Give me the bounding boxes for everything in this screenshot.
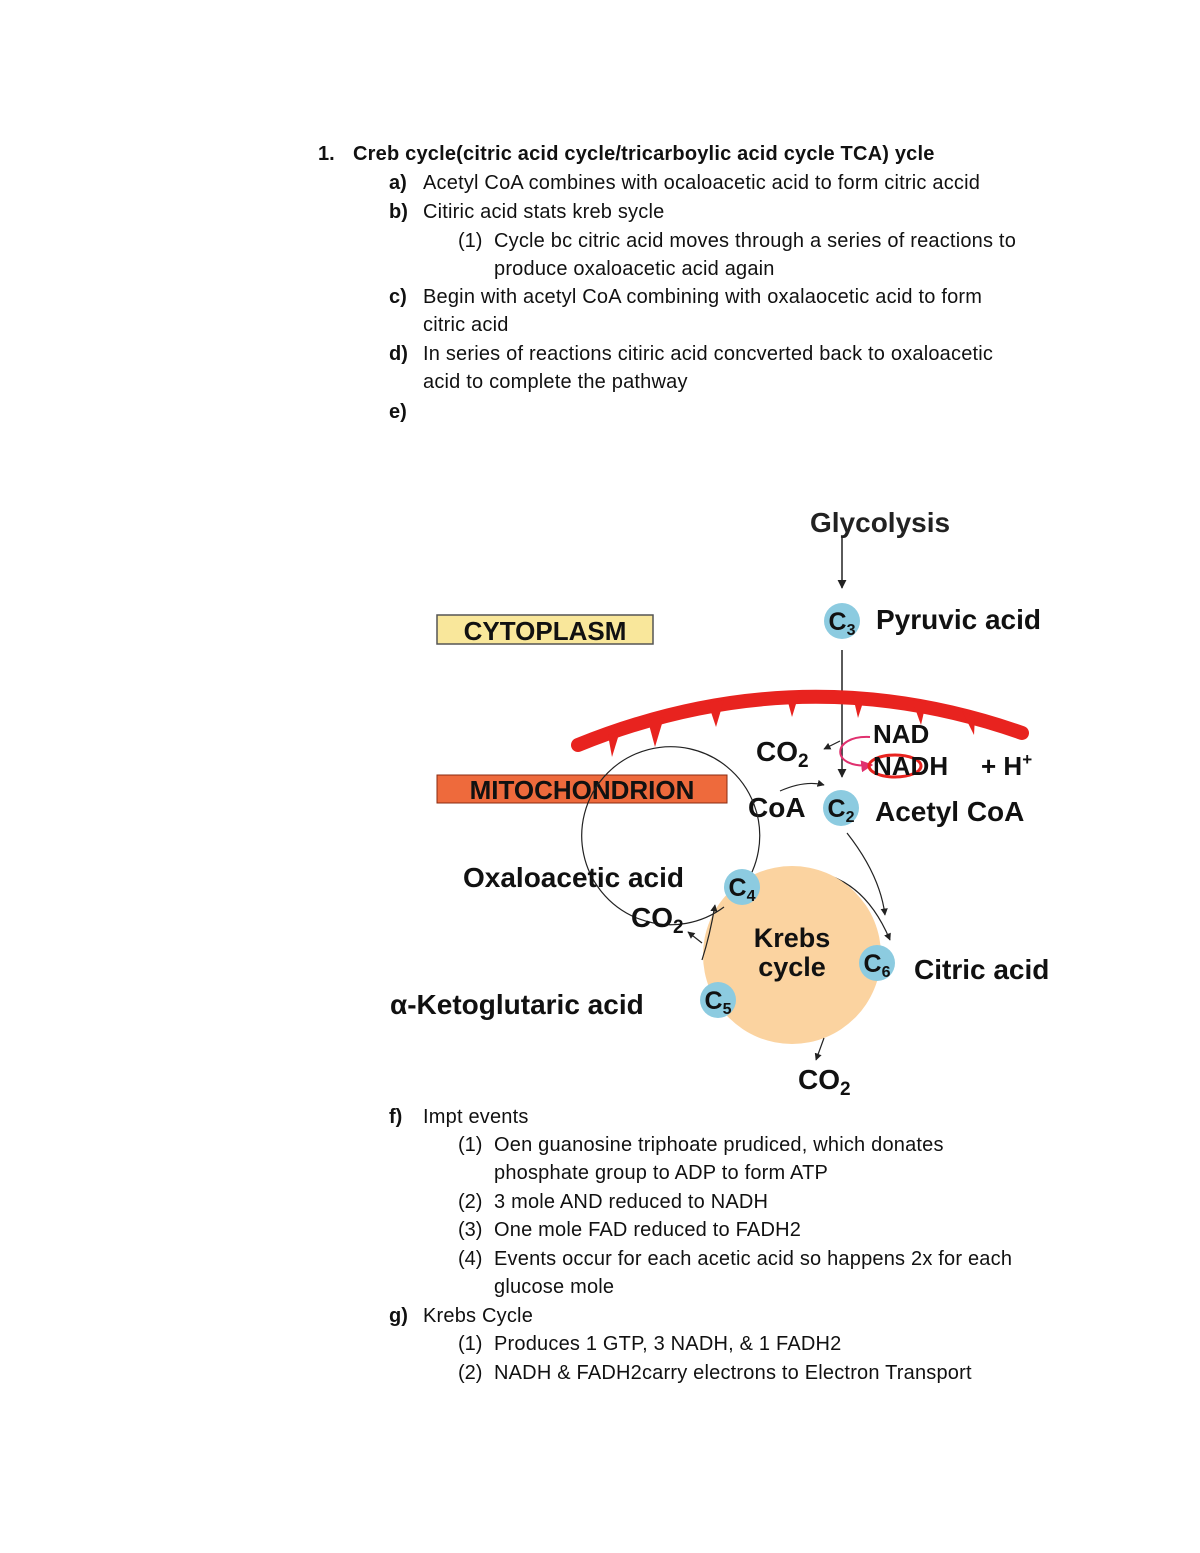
subitem-text-f4-line1: Events occur for each acetic acid so happens 2x for each [494,1248,1013,1270]
subitem-marker-b1: (1) [458,230,483,252]
subitem-text-b1-line2: produce oxaloacetic acid again [494,258,775,280]
item-text-c-line1: Begin with acetyl CoA combining with oxalaocetic acid to form [423,286,983,308]
coa-label: CoA [748,792,806,823]
heading-text: Creb cycle(citric acid cycle/tricarboylic acid cycle TCA) ycle [353,143,935,165]
item-text-d-line1: In series of reactions citiric acid concverted back to oxaloacetic [423,343,994,365]
item-marker-b: b) [389,201,408,223]
ketoglutaric-acid-label: α-Ketoglutaric acid [390,989,644,1020]
citric-acid-label: Citric acid [914,954,1050,985]
krebs-cycle-diagram [380,495,1100,1105]
acetyl-coa-label: Acetyl CoA [875,796,1025,827]
item-text-c-line2: citric acid [423,314,509,336]
subitem-text-f4-line2: glucose mole [494,1276,615,1298]
item-marker-g: g) [389,1305,408,1327]
heading-number: 1. [318,143,335,165]
cytoplasm-label: CYTOPLASM [463,616,627,646]
h-plus-label: + H+ [981,750,1033,781]
subitem-text-b1-line1: Cycle bc citric acid moves through a series of reactions to [494,230,1017,252]
mitochondrion-label: MITOCHONDRION [469,775,695,805]
subitem-marker-g2: (2) [458,1362,483,1384]
pyruvic-acid-label: Pyruvic acid [876,604,1041,635]
nadh-label: NADH [873,751,949,781]
mitochondrial-membrane [578,691,1022,757]
coa-entry-arrow [780,783,824,791]
item-marker-d: d) [389,343,408,365]
oxaloacetic-acid-label: Oxaloacetic acid [463,862,685,893]
subitem-text-f3: One mole FAD reduced to FADH2 [494,1219,802,1241]
item-text-b: Citiric acid stats kreb sycle [423,201,665,223]
c3-label: $C_3$ [828,608,856,639]
krebs-cycle-label-line2: cycle [758,952,826,982]
subitem-marker-f2: (2) [458,1191,483,1213]
subitem-marker-f4: (4) [458,1248,483,1270]
nad-label: NAD [873,719,930,749]
co2-label-top: $CO_2$ [756,736,809,772]
c2-label: $C_2$ [827,795,855,826]
item-marker-a: a) [389,172,407,194]
subitem-marker-f3: (3) [458,1219,483,1241]
subitem-text-g2: NADH & FADH2carry electrons to Electron Transport [494,1362,972,1384]
c6-label: $C_6$ [863,950,891,981]
arrow-co2-bottom [816,1038,824,1060]
subitem-marker-g1: (1) [458,1333,483,1355]
nad-reduction-arrow [840,737,872,766]
item-text-f: Impt events [423,1106,529,1128]
subitem-marker-f1: (1) [458,1134,483,1156]
c5-label: $C_5$ [704,987,732,1018]
item-marker-f: f) [389,1106,403,1128]
item-marker-c: c) [389,286,407,308]
subitem-text-f1-line2: phosphate group to ADP to form ATP [494,1162,829,1184]
subitem-text-g1: Produces 1 GTP, 3 NADH, & 1 FADH2 [494,1333,842,1355]
item-text-a: Acetyl CoA combines with ocaloacetic acid to form citric accid [423,172,981,194]
co2-label-bottom: $CO_2$ [798,1064,851,1100]
item-text-d-line2: acid to complete the pathway [423,371,688,393]
arrow-co2-release [824,741,840,749]
arrow-co2-left-release [688,932,702,943]
krebs-cycle-label-line1: Krebs [753,923,831,953]
co2-label-left: $CO_2$ [631,902,684,938]
glycolysis-label: Glycolysis [810,507,951,538]
c4-label: $C_4$ [728,874,756,905]
item-marker-e: e) [389,401,407,423]
subitem-text-f1-line1: Oen guanosine triphoate prudiced, which donates [494,1134,944,1156]
subitem-text-f2: 3 mole AND reduced to NADH [494,1191,769,1213]
item-text-g: Krebs Cycle [423,1305,534,1327]
